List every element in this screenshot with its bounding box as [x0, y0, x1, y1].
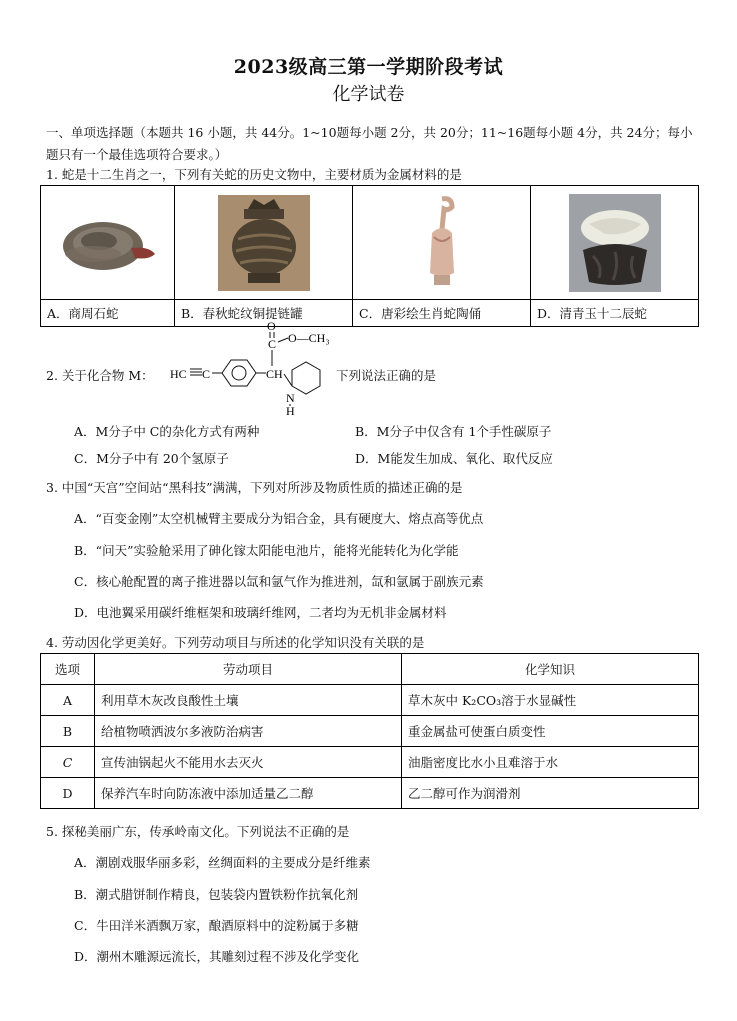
table-row[interactable]	[41, 685, 699, 716]
question-4-table	[40, 653, 699, 809]
row-letter: B	[41, 716, 95, 747]
section-instructions: 一、单项选择题（本题共 16 小题，共 44分。1~10题每小题 2分，共 20分；11~16题每小题 4分，共 24分；每小题只有一个最佳选项符合要求。）	[46, 125, 693, 162]
row-letter: D	[41, 778, 95, 809]
row-knowledge: 草木灰中 K₂CO₃溶于水显碱性	[402, 685, 699, 716]
q5-option-c[interactable]: C．牛田洋米酒飘万家，酿酒原料中的淀粉属于多糖	[74, 918, 359, 933]
q2-option-b[interactable]: B．M分子中仅含有 1个手性碳原子	[355, 424, 552, 439]
bronze-jar-image	[175, 186, 353, 300]
q1-option-a[interactable]: A．商周石蛇	[41, 300, 175, 327]
q5-option-a[interactable]: A．潮剧戏服华丽多彩，丝绸面料的主要成分是纤维素	[74, 855, 371, 870]
struct-och3: O—CH₃	[288, 331, 330, 345]
row-letter: A	[41, 685, 95, 716]
q5-option-b[interactable]: B．潮式腊饼制作精良，包装袋内置铁粉作抗氧化剂	[74, 887, 359, 902]
row-knowledge: 重金属盐可使蛋白质变性	[402, 716, 699, 747]
pottery-snake-figurine-image	[353, 186, 531, 300]
header-knowledge: 化学知识	[402, 654, 699, 685]
jade-snake-image	[531, 186, 699, 300]
q2-option-c[interactable]: C．M分子中有 20个氢原子	[74, 451, 229, 466]
row-labor: 保养汽车时向防冻液中添加适量乙二醇	[95, 778, 402, 809]
question-1-table	[40, 185, 699, 327]
row-labor: 利用草木灰改良酸性土壤	[95, 685, 402, 716]
struct-c-top: C	[268, 337, 277, 351]
struct-o-top: O	[267, 319, 276, 333]
question-5-stem: 5. 探秘美丽广东，传承岭南文化。下列说法不正确的是	[46, 824, 350, 839]
table-row[interactable]	[41, 778, 699, 809]
stone-snake-image	[41, 186, 175, 300]
struct-c: C	[202, 367, 211, 381]
q1-option-c[interactable]: C．唐彩绘生肖蛇陶俑	[353, 300, 531, 327]
table-row[interactable]	[41, 716, 699, 747]
exam-title: 2023级高三第一学期阶段考试	[233, 56, 504, 78]
row-letter: C	[41, 747, 95, 778]
struct-hc: HC	[170, 367, 187, 381]
question-2-stem: 2. 关于化合物 M：	[46, 368, 154, 383]
exam-subtitle: 化学试卷	[332, 84, 405, 105]
q1-option-d[interactable]: D．清青玉十二辰蛇	[531, 300, 699, 327]
q2-option-d[interactable]: D．M能发生加成、氧化、取代反应	[355, 451, 553, 466]
struct-n: N	[286, 391, 295, 405]
q5-option-d[interactable]: D．潮州木雕源远流长，其雕刻过程不涉及化学变化	[74, 949, 360, 964]
row-labor: 宣传油锅起火不能用水去灭火	[95, 747, 402, 778]
question-1-stem: 1. 蛇是十二生肖之一，下列有关蛇的历史文物中，主要材质为金属材料的是	[46, 167, 462, 182]
table-row[interactable]	[41, 747, 699, 778]
q2-option-a[interactable]: A．M分子中 C的杂化方式有两种	[74, 424, 260, 439]
q3-option-b[interactable]: B．“问天”实验舱采用了砷化镓太阳能电池片，能将光能转化为化学能	[74, 543, 459, 558]
struct-ch: CH	[266, 367, 283, 381]
question-4-stem: 4. 劳动因化学更美好。下列劳动项目与所述的化学知识没有关联的是	[46, 635, 425, 650]
q3-option-d[interactable]: D．电池翼采用碳纤维框架和玻璃纤维网，二者均为无机非金属材料	[74, 605, 447, 620]
header-option: 选项	[41, 654, 95, 685]
struct-h: H	[286, 404, 295, 418]
row-knowledge: 乙二醇可作为润滑剂	[402, 778, 699, 809]
row-labor: 给植物喷洒波尔多液防治病害	[95, 716, 402, 747]
row-knowledge: 油脂密度比水小且难溶于水	[402, 747, 699, 778]
table-header-row	[41, 654, 699, 685]
header-labor: 劳动项目	[95, 654, 402, 685]
question-3-stem: 3. 中国“天宫”空间站“黑科技”满满，下列对所涉及物质性质的描述正确的是	[46, 480, 463, 495]
q3-option-a[interactable]: A．“百变金刚”太空机械臂主要成分为铝合金，具有硬度大、熔点高等优点	[74, 511, 484, 526]
q1-option-b[interactable]: B．春秋蛇纹铜提链罐	[175, 300, 353, 327]
compound-m-structure	[168, 319, 338, 418]
q3-option-c[interactable]: C．核心舱配置的离子推进器以氙和氩气作为推进剂，氙和氩属于副族元素	[74, 574, 484, 589]
question-2-stem-suffix: 下列说法正确的是	[336, 368, 437, 383]
